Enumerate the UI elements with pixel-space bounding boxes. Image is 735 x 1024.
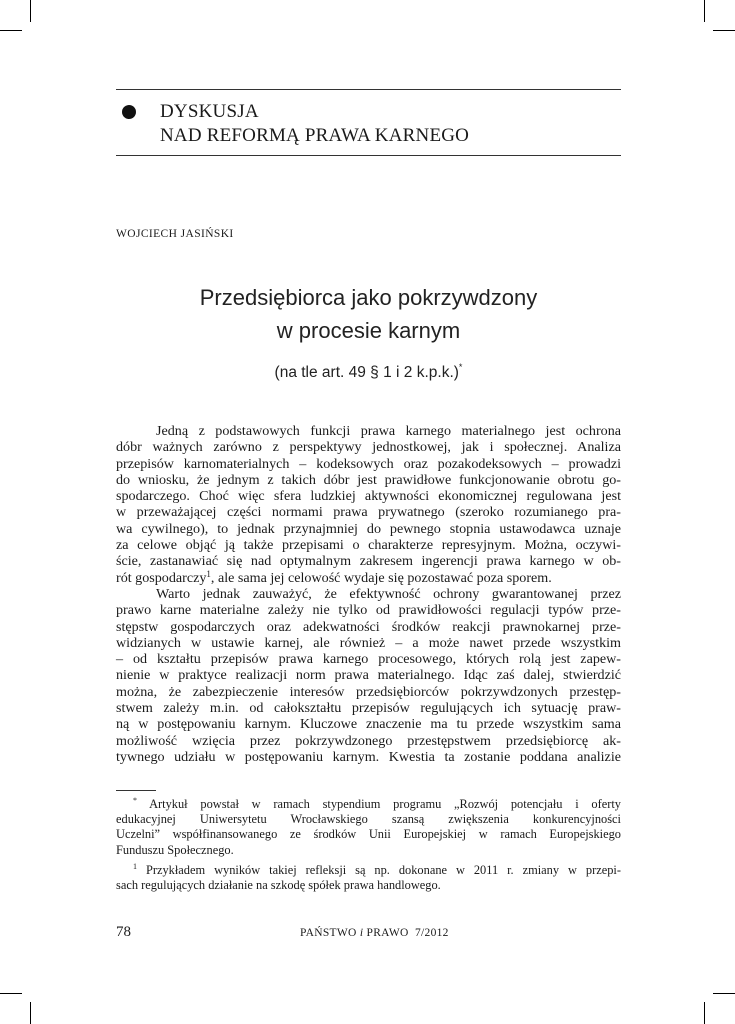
footnote-1-line (116, 863, 621, 878)
section-heading (122, 100, 602, 148)
body-line: do wniosku, że jednym z takich dóbr jest prawidłowe funkcjonowanie obrotu go- (116, 471, 621, 488)
footnote-star-line: edukacyjnej Uniwersytetu Wrocławskiego szansą zwiększenia konkurencyjności (116, 812, 621, 827)
crop-mark (713, 993, 735, 994)
body-text: , ale sama jej celowość wydaje się pozostawać poza sporem. (210, 569, 552, 586)
footnote-star-line: Uczelni” współfinansowanego ze środków Unii Europejskiej w ramach Europejskiego (116, 827, 621, 842)
footnote-1-line: sach regulujących działanie na szkodę spółek prawa handlowego. (116, 878, 441, 893)
journal-name-i: i (359, 927, 364, 939)
body-line: przepisów karnomaterialnych – kodeksowych oraz pozakodeksowych – prowadzi (116, 455, 621, 472)
journal-issue: 7/2012 (414, 927, 449, 939)
body-line: możliwość wzięcia przez pokrzywdzonego przestępstwem przedsiębiorcę ak- (116, 732, 621, 749)
body-line: spodarczego. Choć więc sfera ludzkiej aktywności ekonomicznej regulowana jest (116, 488, 621, 505)
body-line: Warto jednak zauważyć, że efektywność ochrony gwarantowanej przez (156, 585, 621, 602)
body-line: w przeważającej części normami prawa prywatnego (szeroko rozumianego pra- (116, 504, 621, 521)
article-subtitle (116, 356, 621, 384)
bullet-dot-icon (122, 105, 136, 119)
body-line: dóbr ważnych zarówno z perspektywy jednostkowej, jak i społecznej. Analiza (116, 439, 621, 456)
article-title-line-2: w procesie karnym (276, 318, 461, 343)
crop-mark (30, 0, 31, 22)
body-line: tywnego udziału w postępowaniu karnym. Kwestia ta zostanie poddana analizie (116, 748, 621, 765)
body-line: ną w postępowaniu karnym. Kluczowe znaczenie ma tu przede wszystkim sama (116, 716, 621, 733)
journal-name-a: PAŃSTWO (300, 927, 357, 939)
body-line: za celowe objąć ją także przepisami o charakterze represyjnym. Można, oczywi- (116, 537, 621, 554)
footnotes (116, 797, 621, 893)
footnote-ref-1: 1 (206, 568, 211, 579)
section-top-rule (116, 89, 621, 90)
crop-mark (0, 30, 22, 31)
footnote-separator (116, 790, 156, 791)
body-line: widzianych w ustawie karnej, ale również – a może nawet przede wszystkim (116, 634, 621, 651)
body-line: stępstw gospodarczych oraz adekwatności środków reakcji prawnokarnej prze- (116, 618, 621, 635)
article-body (116, 423, 621, 765)
crop-mark (713, 30, 735, 31)
body-line: wa cywilnego), to jednak przynajmniej do pewnego stopnia ustawodawca uznaje (116, 520, 621, 537)
section-line-2: NAD REFORMĄ PRAWA KARNEGO (160, 125, 470, 146)
section-line-1: DYSKUSJA (160, 101, 259, 122)
body-line: – od kształtu przepisów prawa karnego procesowego, których rolą jest zapew- (116, 651, 621, 668)
footnote-star-line: Funduszu Społecznego. (116, 842, 234, 857)
article-title-line-1: Przedsiębiorca jako pokrzywdzony (199, 285, 538, 310)
body-line: stwem zależy m.in. od całokształtu przepisów regulujących ich sytuację praw- (116, 700, 621, 717)
subtitle-text: (na tle art. 49 § 1 i 2 k.p.k.) (274, 364, 459, 381)
crop-mark (30, 1002, 31, 1024)
footnote-text: Artykuł powstał w ramach stypendium programu „Rozwój potencjału i oferty (149, 797, 621, 811)
body-line: prawo karne materialne zależy nie tylko od prawidłowości regulacji typów prze- (116, 602, 621, 619)
crop-mark (704, 1002, 705, 1024)
body-line: Jedną z podstawowych funkcji prawa karnego materialnego jest ochrona (156, 423, 621, 439)
page-number: 78 (116, 924, 131, 940)
body-line: ście, zastanawiać się nad optymalnym zakresem ingerencji prawa karnego w ob- (116, 553, 621, 570)
footnote-star-marker: * (133, 796, 137, 805)
footnote-star-line (116, 797, 621, 812)
crop-mark (0, 993, 22, 994)
subtitle-footnote-marker: * (458, 362, 463, 372)
footnote-1-marker: 1 (133, 861, 137, 871)
author-name: WOJCIECH JASIŃSKI (116, 228, 234, 240)
body-line: nienie w praktyce realizacji norm prawa materialnego. Idąc zaś dalej, stwierdzić (116, 667, 621, 684)
journal-name-b: PRAWO (366, 927, 409, 939)
body-line-last-of-paragraph (116, 570, 621, 586)
footnote-text: Przykładem wyników takiej refleksji są np. dokonane w 2011 r. zmiany w przepi- (145, 862, 621, 877)
section-bottom-rule (116, 155, 621, 156)
body-line: można, że zabezpieczenie interesów przedsiębiorców pokrzywdzonych przestęp- (116, 683, 621, 700)
body-text: rót gospodarczy (116, 569, 207, 586)
journal-running-footer (300, 927, 449, 939)
crop-mark (704, 0, 705, 22)
